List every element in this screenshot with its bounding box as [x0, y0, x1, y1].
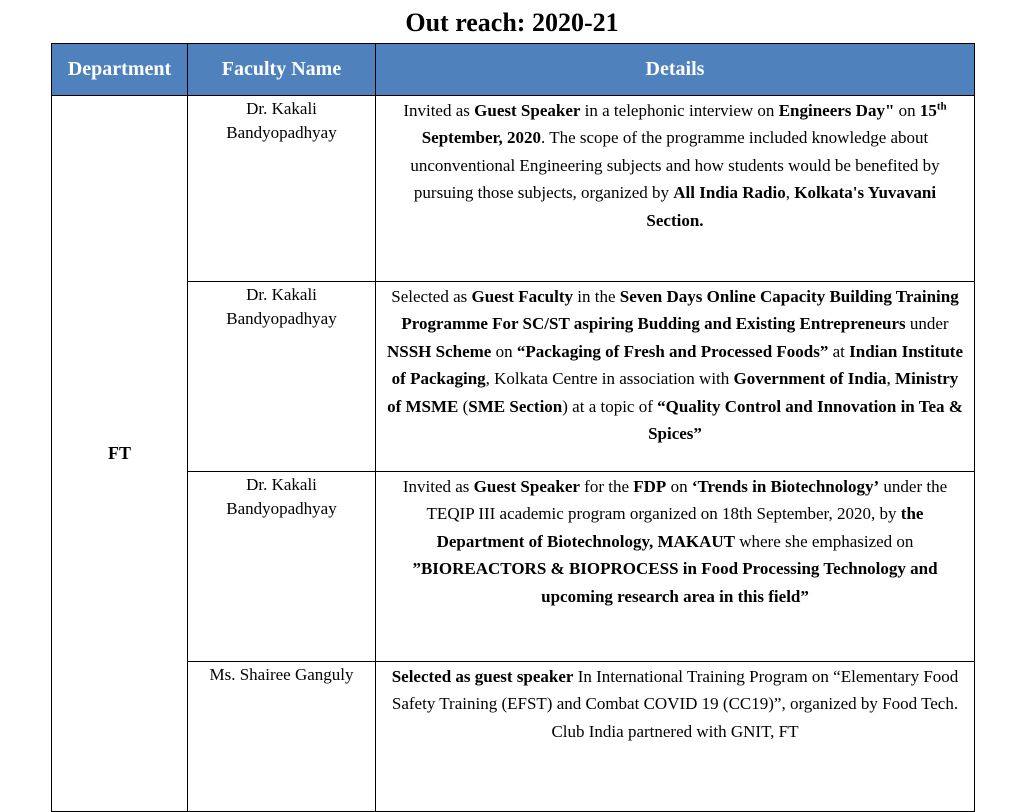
details-text-run: September, 2020 [421, 128, 542, 148]
faculty-name-cell: Ms. Shairee Ganguly [188, 662, 376, 812]
details-text-run: in a telephonic interview on [580, 101, 779, 120]
details-text-run: where she emphasized on [734, 531, 914, 551]
details-text-run: under [905, 314, 949, 334]
table-row [52, 96, 975, 282]
details-text-run: All India Radio [673, 183, 786, 203]
department-cell: FT [52, 96, 188, 812]
faculty-name-cell: Dr. Kakali Bandyopadhyay [188, 282, 376, 472]
details-text-run: ‘Trends in Biotechnology’ [691, 477, 880, 496]
details-text-run: ”BIOREACTORS & BIOPROCESS in Food Processing Technology and upcoming research area in this field” [412, 559, 938, 606]
details-text-run: on [894, 101, 920, 120]
details-text-run: 15 [919, 101, 937, 120]
details-text-run: Indian Institute of Packaging [391, 341, 964, 389]
details-text-run: Ministry of MSME [387, 369, 959, 416]
details-text-run: ( [458, 396, 469, 416]
details-text-run: In International Training Program on “Elementary Food Safety Training (EFST) and Combat COVID 19 (CC19)”, organized by Food Tech. Club India partnered with GNIT, FT [391, 667, 959, 741]
details-text-run: Guest Speaker [473, 477, 580, 496]
details-text-run: Invited as [402, 477, 474, 496]
details-cell [376, 472, 975, 662]
page-title: Out reach: 2020-21 [405, 8, 619, 37]
details-cell [376, 662, 975, 812]
details-text-run: the Department of Biotechnology, MAKAUT [436, 504, 924, 551]
column-header-faculty-name: Faculty Name [188, 44, 376, 96]
faculty-name-cell: Dr. Kakali Bandyopadhyay [188, 96, 376, 282]
details-text-run: Kolkata's Yuvavani Section. [646, 183, 937, 230]
table-header-row [52, 44, 975, 96]
details-text-run: NSSH Scheme [386, 341, 492, 361]
details-text-run: , [785, 183, 795, 203]
column-header-details: Details [376, 44, 975, 96]
details-text-run: Guest Speaker [474, 101, 581, 120]
details-text-run: . The scope of the programme included knowledge about unconventional Engineering subjects and how students would be benefited by pursuing those subjects, organized by [410, 128, 940, 203]
details-text-run: Invited as [403, 101, 475, 120]
table-row [52, 282, 975, 472]
details-cell [376, 96, 975, 282]
details-text-run: FDP [633, 477, 667, 496]
details-text-run: on [666, 477, 692, 496]
table-row [52, 472, 975, 662]
details-text-run: Seven Days Online Capacity Building Training Programme For SC/ST aspiring Budding and Existing Entrepreneurs [401, 287, 959, 334]
table-row [52, 662, 975, 812]
details-text-run: ) at a topic of [562, 396, 658, 416]
column-header-department: Department [52, 44, 188, 96]
details-text-run: , [886, 369, 896, 389]
details-text-run: “Quality Control and Innovation in Tea & Spices” [648, 396, 963, 444]
details-text-run: under the TEQIP III academic program organized on 18th September, 2020, by [426, 477, 948, 524]
details-text-run: Engineers Day" [778, 101, 895, 120]
details-cell [376, 282, 975, 472]
details-text-run: , Kolkata Centre in association with [485, 369, 734, 389]
details-text-run: Guest Faculty [471, 287, 574, 306]
details-text-run: at [828, 341, 850, 361]
details-text-run: in the [573, 287, 620, 306]
details-text-run: on [491, 341, 517, 361]
details-text-run: for the [579, 477, 634, 496]
details-text-run: “Packaging of Fresh and Processed Foods” [516, 341, 829, 361]
details-text-run: th [936, 100, 947, 113]
details-text-run: Selected as guest speaker [391, 667, 574, 686]
details-text-run: Government of India [733, 369, 887, 389]
outreach-table [51, 43, 975, 812]
details-text-run: Selected as [391, 287, 472, 306]
details-text-run: SME Section [468, 396, 563, 416]
faculty-name-cell: Dr. Kakali Bandyopadhyay [188, 472, 376, 662]
